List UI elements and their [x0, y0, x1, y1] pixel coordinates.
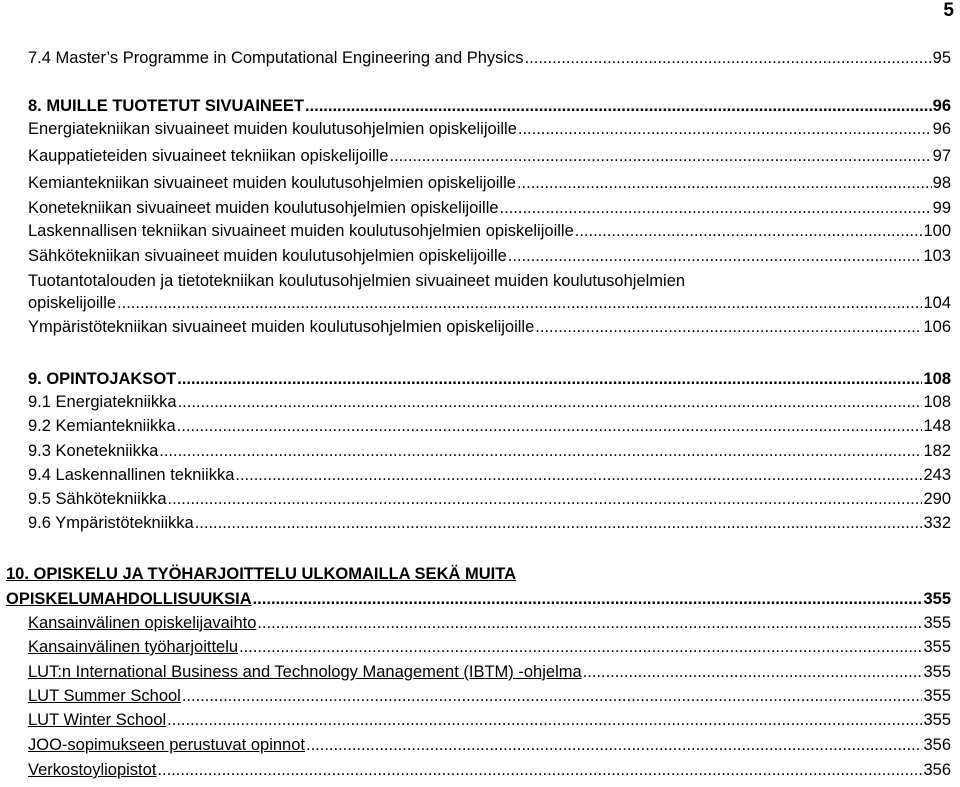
- dot-leader: [305, 95, 932, 117]
- dot-leader: [168, 488, 923, 510]
- dot-leader: [306, 734, 922, 756]
- toc-entry-page: 355: [923, 687, 951, 705]
- toc-entry-title: LUT:n International Business and Technology Management (IBTM) -ohjelma: [28, 663, 582, 681]
- toc-entry-page: 243: [923, 466, 951, 484]
- toc-entry-title: 9.2 Kemiantekniikka: [28, 417, 176, 435]
- dot-leader: [390, 145, 932, 167]
- toc-entry-page: 106: [923, 318, 951, 336]
- toc-entry-title: OPISKELUMAHDOLLISUUKSIA: [6, 590, 252, 608]
- toc-entry-page: 355: [923, 614, 951, 632]
- dot-leader: [177, 415, 923, 437]
- page-number: 5: [943, 0, 954, 21]
- toc-entry-title: Sähkötekniikan sivuaineet muiden koulutusohjelmien opiskelijoille: [28, 247, 507, 265]
- toc-entry-title: 9.4 Laskennallinen tekniikka: [28, 466, 235, 484]
- toc-entry-title: Kansainvälinen työharjoittelu: [28, 638, 239, 656]
- dot-leader: [182, 685, 923, 707]
- toc-entry-page: 355: [923, 711, 951, 729]
- toc-entry-title: 8. MUILLE TUOTETUT SIVUAINEET: [28, 97, 304, 115]
- toc-entry-title: Kemiantekniikan sivuaineet muiden koulutusohjelmien opiskelijoille: [28, 174, 516, 192]
- toc-entry-title: Energiatekniikan sivuaineet muiden koulutusohjelmien opiskelijoille: [28, 120, 517, 138]
- toc-entry-title: Kauppatieteiden sivuaineet tekniikan opiskelijoille: [28, 147, 389, 165]
- toc-entry-page: 97: [932, 147, 951, 165]
- toc-entry-title: 9.1 Energiatekniikka: [28, 393, 177, 411]
- toc-entry-title: 9.5 Sähkötekniikka: [28, 490, 167, 508]
- toc-entry-page: 100: [923, 222, 951, 240]
- dot-leader: [517, 172, 932, 194]
- toc-entry-page: 108: [923, 393, 951, 411]
- dot-leader: [159, 440, 922, 462]
- dot-leader: [235, 464, 922, 486]
- toc-entry-title: 9. OPINTOJAKSOT: [28, 370, 177, 388]
- dot-leader: [177, 368, 922, 390]
- toc-entry-title: Laskennallisen tekniikan sivuaineet muiden koulutusohjelmien opiskelijoille: [28, 222, 574, 240]
- dot-leader: [157, 759, 922, 781]
- toc-entry-title: 10. OPISKELU JA TYÖHARJOITTELU ULKOMAILLA SEKÄ MUITA: [6, 565, 516, 583]
- toc-entry-page: 108: [923, 370, 951, 388]
- dot-leader: [518, 118, 932, 140]
- toc-entry-page: 356: [923, 736, 951, 754]
- toc-entry-title: LUT Summer School: [28, 687, 181, 705]
- toc-entry-title: JOO-sopimukseen perustuvat opinnot: [28, 736, 305, 754]
- dot-leader: [525, 47, 932, 69]
- toc-entry-page: 98: [932, 174, 951, 192]
- toc-entry-page: 148: [923, 417, 951, 435]
- dot-leader: [500, 197, 932, 219]
- toc-entry-title: 9.3 Konetekniikka: [28, 442, 159, 460]
- toc-entry-page: 96: [932, 97, 951, 115]
- dot-leader: [253, 588, 923, 610]
- dot-leader: [167, 709, 922, 731]
- toc-entry-title: Kansainvälinen opiskelijavaihto: [28, 614, 257, 632]
- toc-entry-page: 355: [923, 663, 951, 681]
- toc-entry-page: 96: [932, 120, 951, 138]
- toc-entry-title: Verkostoyliopistot: [28, 761, 157, 779]
- toc-entry-page: 356: [923, 761, 951, 779]
- toc-entry-page: 182: [923, 442, 951, 460]
- toc-entry-title: Konetekniikan sivuaineet muiden koulutusohjelmien opiskelijoille: [28, 199, 499, 217]
- toc-entry-page: 355: [923, 638, 951, 656]
- dot-leader: [195, 512, 923, 534]
- toc-entry-title: opiskelijoille: [28, 294, 117, 312]
- toc-entry-page: 103: [923, 247, 951, 265]
- toc-entry-title: Tuotantotalouden ja tietotekniikan koulutusohjelmien sivuaineet muiden koulutusohjelmien: [28, 272, 686, 290]
- dot-leader: [508, 245, 923, 267]
- toc-entry-page: 104: [923, 294, 951, 312]
- dot-leader: [535, 316, 922, 338]
- toc-entry-title: 9.6 Ympäristötekniikka: [28, 514, 194, 532]
- dot-leader: [257, 612, 922, 634]
- toc-entry-page: 99: [932, 199, 951, 217]
- dot-leader: [583, 661, 923, 683]
- toc-entry-page: 290: [923, 490, 951, 508]
- dot-leader: [575, 220, 923, 242]
- toc-entry-page: 355: [923, 590, 951, 608]
- dot-leader: [239, 636, 922, 658]
- toc-entry-title: LUT Winter School: [28, 711, 167, 729]
- toc-entry-title: Ympäristötekniikan sivuaineet muiden koulutusohjelmien opiskelijoille: [28, 318, 535, 336]
- toc-entry-title: 7.4 Master’s Programme in Computational Engineering and Physics: [28, 49, 524, 67]
- toc-entry-page: 95: [932, 49, 951, 67]
- toc-entry-page: 332: [923, 514, 951, 532]
- dot-leader: [178, 391, 923, 413]
- dot-leader: [117, 292, 922, 314]
